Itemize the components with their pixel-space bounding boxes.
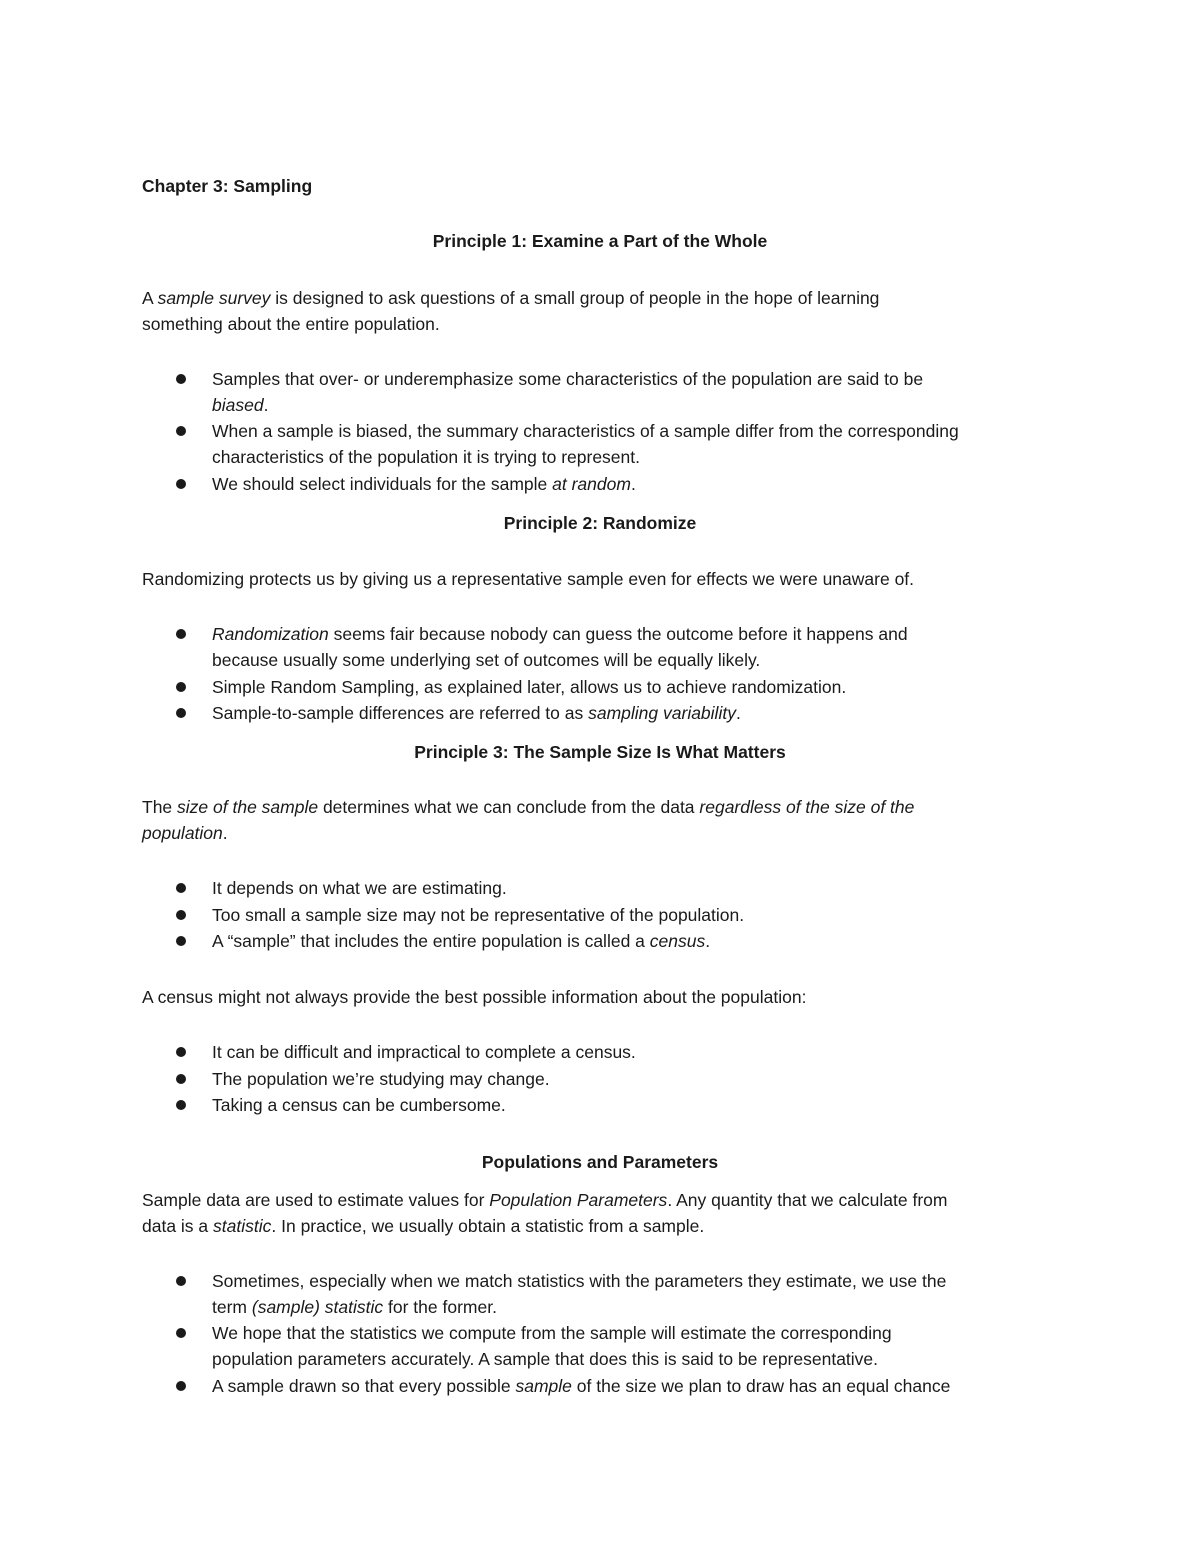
bullet-icon bbox=[176, 1100, 186, 1110]
bullet-icon bbox=[176, 936, 186, 946]
list-item-text: The population we’re studying may change. bbox=[212, 1069, 550, 1089]
list-item-text: population parameters accurately. A sample that does this is said to be representative. bbox=[212, 1349, 879, 1369]
list-item-text: term (sample) statistic for the former. bbox=[212, 1297, 497, 1317]
bullet-icon bbox=[176, 1381, 186, 1391]
chapter-title: Chapter 3: Sampling bbox=[142, 176, 313, 196]
list-item-text: A “sample” that includes the entire population is called a census. bbox=[212, 931, 711, 951]
list-item-text: We hope that the statistics we compute from the sample will estimate the corresponding bbox=[212, 1323, 892, 1343]
list-item-text: Taking a census can be cumbersome. bbox=[212, 1095, 506, 1115]
paragraph-line: data is a statistic. In practice, we usually obtain a statistic from a sample. bbox=[142, 1216, 705, 1236]
list-item-text: Sample-to-sample differences are referred to as sampling variability. bbox=[212, 703, 741, 723]
paragraph-line: The size of the sample determines what we can conclude from the data regardless of the size of the bbox=[142, 797, 915, 817]
bullet-icon bbox=[176, 883, 186, 893]
bullet-icon bbox=[176, 1047, 186, 1057]
bullet-icon bbox=[176, 1074, 186, 1084]
paragraph-line: population. bbox=[142, 823, 228, 843]
populations-parameters-heading: Populations and Parameters bbox=[481, 1152, 719, 1172]
bullet-icon bbox=[176, 374, 186, 384]
list-item-text: Too small a sample size may not be representative of the population. bbox=[212, 905, 745, 925]
bullet-icon bbox=[176, 1276, 186, 1286]
list-item-text: because usually some underlying set of outcomes will be equally likely. bbox=[212, 650, 761, 670]
paragraph-line: Sample data are used to estimate values for Population Parameters. Any quantity that we calculate from bbox=[142, 1190, 948, 1210]
bullet-icon bbox=[176, 910, 186, 920]
paragraph-line: something about the entire population. bbox=[142, 314, 440, 334]
bullet-icon bbox=[176, 708, 186, 718]
principle-1-heading: Principle 1: Examine a Part of the Whole bbox=[432, 231, 768, 251]
paragraph-line: A census might not always provide the best possible information about the population: bbox=[142, 987, 807, 1007]
principle-3-heading: Principle 3: The Sample Size Is What Matters bbox=[414, 742, 786, 762]
list-item-text: Samples that over- or underemphasize some characteristics of the population are said to be bbox=[212, 369, 924, 389]
bullet-icon bbox=[176, 629, 186, 639]
bullet-icon bbox=[176, 1328, 186, 1338]
list-item-text: biased. bbox=[212, 395, 269, 415]
list-item-text: Randomization seems fair because nobody can guess the outcome before it happens and bbox=[212, 624, 908, 644]
paragraph-line: A sample survey is designed to ask questions of a small group of people in the hope of learning bbox=[142, 288, 880, 308]
principle-2-heading: Principle 2: Randomize bbox=[503, 513, 697, 533]
bullet-icon bbox=[176, 426, 186, 436]
bullet-icon bbox=[176, 682, 186, 692]
list-item-text: We should select individuals for the sample at random. bbox=[212, 474, 636, 494]
list-item-text: characteristics of the population it is trying to represent. bbox=[212, 447, 640, 467]
list-item-text: Simple Random Sampling, as explained later, allows us to achieve randomization. bbox=[212, 677, 847, 697]
list-item-text: When a sample is biased, the summary characteristics of a sample differ from the corresponding bbox=[212, 421, 959, 441]
list-item-text: Sometimes, especially when we match statistics with the parameters they estimate, we use the bbox=[212, 1271, 947, 1291]
list-item-text: It depends on what we are estimating. bbox=[212, 878, 507, 898]
bullet-icon bbox=[176, 479, 186, 489]
list-item-text: A sample drawn so that every possible sample of the size we plan to draw has an equal chance bbox=[212, 1376, 951, 1396]
paragraph-line: Randomizing protects us by giving us a representative sample even for effects we were unaware of. bbox=[142, 569, 915, 589]
list-item-text: It can be difficult and impractical to complete a census. bbox=[212, 1042, 636, 1062]
